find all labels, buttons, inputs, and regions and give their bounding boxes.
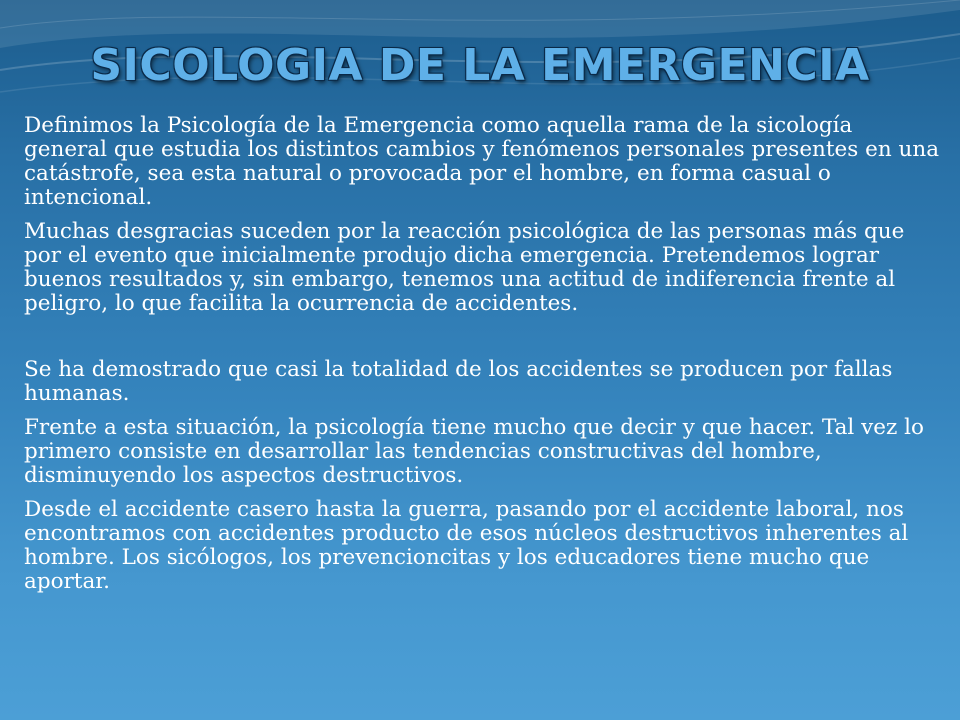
paragraph-reaction: Muchas desgracias suceden por la reacción psicológica de las personas más que por el evento que inicialmente produjo dicha emergencia. Pretendemos lograr buenos resultados y, sin embargo, tenemos una actitud de indiferencia frente al peligro, lo que facilita la ocurrencia de accidentes. [24,219,905,316]
paragraph-accidents: Desde el accidente casero hasta la guerra, pasando por el accidente laboral, nos encontramos con accidentes producto de esos núcleos destructivos inherentes al hombre. Los sicólogos, los prevencioncitas y los educadores tiene mucho que aportar. [24,497,909,594]
paragraph-definition: Definimos la Psicología de la Emergencia como aquella rama de la sicología general que estudia los distintos cambios y fenómenos personales presentes en una catástrofe, sea esta natural o provocada por el hombre, en forma casual o intencional. [24,113,940,210]
slide-title: SICOLOGIA DE LA EMERGENCIA [90,40,870,91]
paragraph-psychology-role: Frente a esta situación, la psicología tiene mucho que decir y que hacer. Tal vez lo primero consiste en desarrollar las tendencias constructivas del hombre, disminuyendo los aspectos destructivos. [24,415,924,488]
slide-body [24,114,940,604]
paragraph-human-failures: Se ha demostrado que casi la totalidad de los accidentes se producen por fallas humanas. [24,357,893,406]
